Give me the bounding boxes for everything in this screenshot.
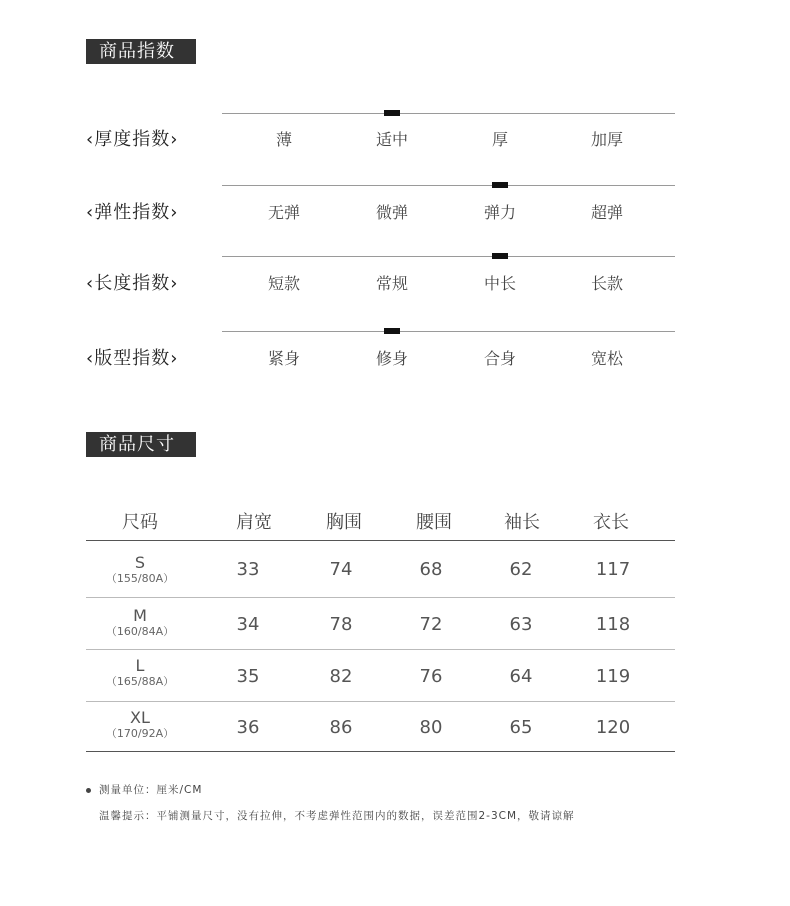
index-option: 修身 <box>375 349 409 368</box>
index-scale-line <box>222 113 675 114</box>
index-option: 合身 <box>483 349 517 368</box>
size-column-header: 胸围 <box>326 512 362 533</box>
index-option: 弹力 <box>483 203 517 222</box>
index-marker <box>492 182 508 188</box>
table-rule <box>86 751 675 752</box>
index-option: 常规 <box>375 274 409 293</box>
tip-note: 温馨提示：平铺测量尺寸，没有拉伸，不考虑弹性范围内的数据，误差范围2-3CM，敬请谅解 <box>99 810 575 822</box>
size-value-cell: 68 <box>419 559 443 580</box>
size-value-cell: 72 <box>419 614 443 635</box>
size-value-cell: 36 <box>236 717 260 738</box>
size-value-cell: 117 <box>595 559 631 580</box>
index-option: 适中 <box>375 130 409 149</box>
index-label: ‹版型指数› <box>86 348 179 369</box>
size-value-cell: 80 <box>419 717 443 738</box>
index-option: 厚 <box>491 130 509 149</box>
size-column-header: 袖长 <box>504 512 540 533</box>
index-marker <box>384 110 400 116</box>
size-code: M <box>133 606 147 625</box>
size-label <box>106 607 174 639</box>
size-spec: （165/88A） <box>105 675 175 688</box>
index-option: 短款 <box>267 274 301 293</box>
size-label <box>106 709 174 741</box>
size-spec: （155/80A） <box>105 572 175 585</box>
index-option: 微弹 <box>375 203 409 222</box>
index-label: ‹厚度指数› <box>86 129 179 150</box>
table-rule <box>86 701 675 702</box>
size-value-cell: 33 <box>236 559 260 580</box>
table-rule <box>86 649 675 650</box>
index-option: 长款 <box>590 274 624 293</box>
index-scale-line <box>222 256 675 257</box>
size-spec: （160/84A） <box>105 625 175 638</box>
size-value-cell: 82 <box>329 666 353 687</box>
size-value-cell: 65 <box>509 717 533 738</box>
size-value-cell: 78 <box>329 614 353 635</box>
index-option: 薄 <box>275 130 293 149</box>
index-option: 加厚 <box>590 130 624 149</box>
size-value-cell: 119 <box>595 666 631 687</box>
size-value-cell: 64 <box>509 666 533 687</box>
size-label <box>106 657 174 689</box>
size-code: S <box>134 553 146 572</box>
size-column-header: 腰围 <box>416 512 452 533</box>
size-value-cell: 62 <box>509 559 533 580</box>
index-scale-line <box>222 185 675 186</box>
index-scale-line <box>222 331 675 332</box>
table-rule <box>86 597 675 598</box>
size-label <box>106 554 174 586</box>
size-code: L <box>135 656 145 675</box>
size-code: XL <box>130 708 150 727</box>
index-marker <box>492 253 508 259</box>
index-option: 宽松 <box>590 349 624 368</box>
size-value-cell: 74 <box>329 559 353 580</box>
index-label: ‹弹性指数› <box>86 202 179 223</box>
index-option: 紧身 <box>267 349 301 368</box>
size-spec: （170/92A） <box>105 727 175 740</box>
size-value-cell: 34 <box>236 614 260 635</box>
index-option: 超弹 <box>590 203 624 222</box>
bullet-dot-icon <box>86 788 91 793</box>
size-value-cell: 76 <box>419 666 443 687</box>
size-value-cell: 118 <box>595 614 631 635</box>
table-rule <box>86 540 675 541</box>
index-section-title: 商品指数 <box>86 39 196 64</box>
index-option: 无弹 <box>267 203 301 222</box>
size-value-cell: 63 <box>509 614 533 635</box>
size-column-header: 肩宽 <box>236 512 272 533</box>
size-value-cell: 35 <box>236 666 260 687</box>
index-option: 中长 <box>483 274 517 293</box>
size-value-cell: 120 <box>595 717 631 738</box>
size-column-header: 衣长 <box>593 512 629 533</box>
unit-note: 测量单位：厘米/CM <box>99 784 203 796</box>
size-value-cell: 86 <box>329 717 353 738</box>
index-marker <box>384 328 400 334</box>
size-section-title: 商品尺寸 <box>86 432 196 457</box>
index-label: ‹长度指数› <box>86 273 179 294</box>
size-column-header: 尺码 <box>122 512 158 533</box>
